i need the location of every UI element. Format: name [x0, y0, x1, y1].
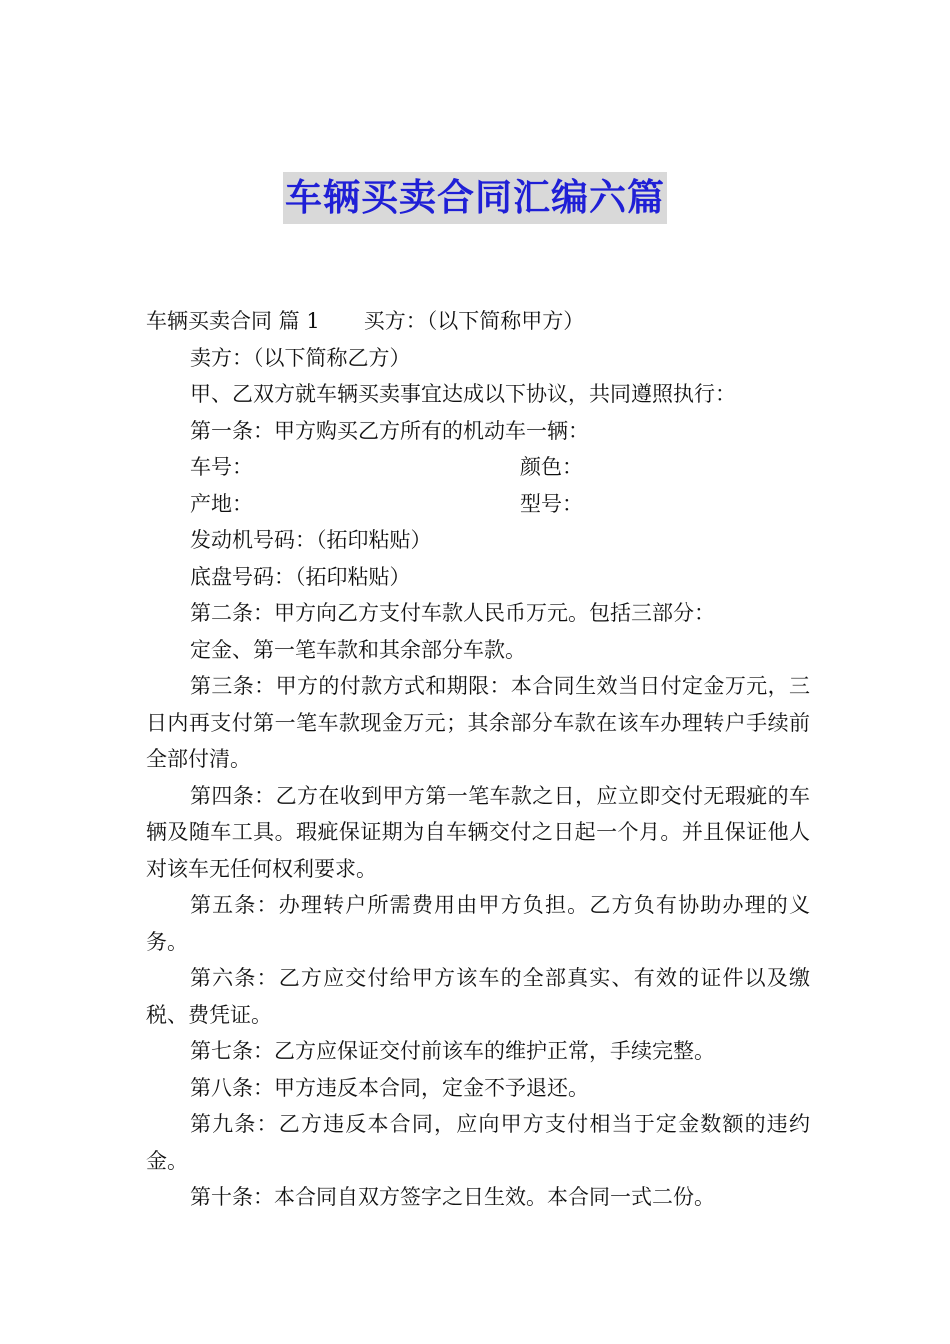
title-block: [0, 172, 950, 224]
engine-number-line: 发动机号码：（拓印粘贴）: [190, 528, 432, 552]
contract-body: [146, 303, 810, 1216]
article-4: 第四条：乙方在收到甲方第一笔车款之日，应立即交付无瑕疵的车辆及随车工具。瑕疵保证期为自车辆交付之日起一个月。并且保证他人对该车无任何权利要求。: [146, 783, 810, 881]
article-2: 第二条：甲方向乙方支付车款人民币万元。包括三部分：: [190, 601, 715, 625]
buyer-line: 买方：（以下简称甲方）: [363, 309, 585, 333]
chassis-number-line: 底盘号码：（拓印粘贴）: [190, 564, 411, 589]
document-title: 车辆买卖合同汇编六篇: [283, 172, 667, 224]
color-label: 颜色：: [520, 455, 583, 479]
article-10: 第十条：本合同自双方签字之日生效。本合同一式二份。: [190, 1185, 715, 1209]
origin-label: 产地：: [190, 491, 253, 516]
plate-label: 车号：: [190, 455, 253, 479]
article-7: 第七条：乙方应保证交付前该车的维护正常，手续完整。: [190, 1039, 715, 1063]
contract-heading: 车辆买卖合同 篇 1: [146, 309, 320, 333]
article-5: 第五条：办理转户所需费用由甲方负担。乙方负有协助办理的义务。: [146, 893, 810, 954]
model-label: 型号：: [520, 491, 583, 516]
article-1: 第一条：甲方购买乙方所有的机动车一辆：: [190, 418, 589, 443]
intro-paragraph: 甲、乙双方就车辆买卖事宜达成以下协议，共同遵照执行：: [190, 382, 736, 406]
contract-heading-line: [146, 303, 810, 340]
article-2-continued: 定金、第一笔车款和其余部分车款。: [190, 637, 526, 662]
article-3: 第三条：甲方的付款方式和期限：本合同生效当日付定金万元，三日内再支付第一笔车款现金万元；其余部分车款在该车办理转户手续前全部付清。: [146, 674, 810, 771]
article-9: 第九条：乙方违反本合同，应向甲方支付相当于定金数额的违约金。: [146, 1112, 810, 1173]
plate-color-row: [146, 449, 810, 486]
article-6: 第六条：乙方应交付给甲方该车的全部真实、有效的证件以及缴税、费凭证。: [146, 966, 810, 1027]
article-8: 第八条：甲方违反本合同，定金不予退还。: [190, 1075, 589, 1100]
seller-line: 卖方：（以下简称乙方）: [190, 345, 411, 370]
origin-model-row: [146, 486, 810, 523]
